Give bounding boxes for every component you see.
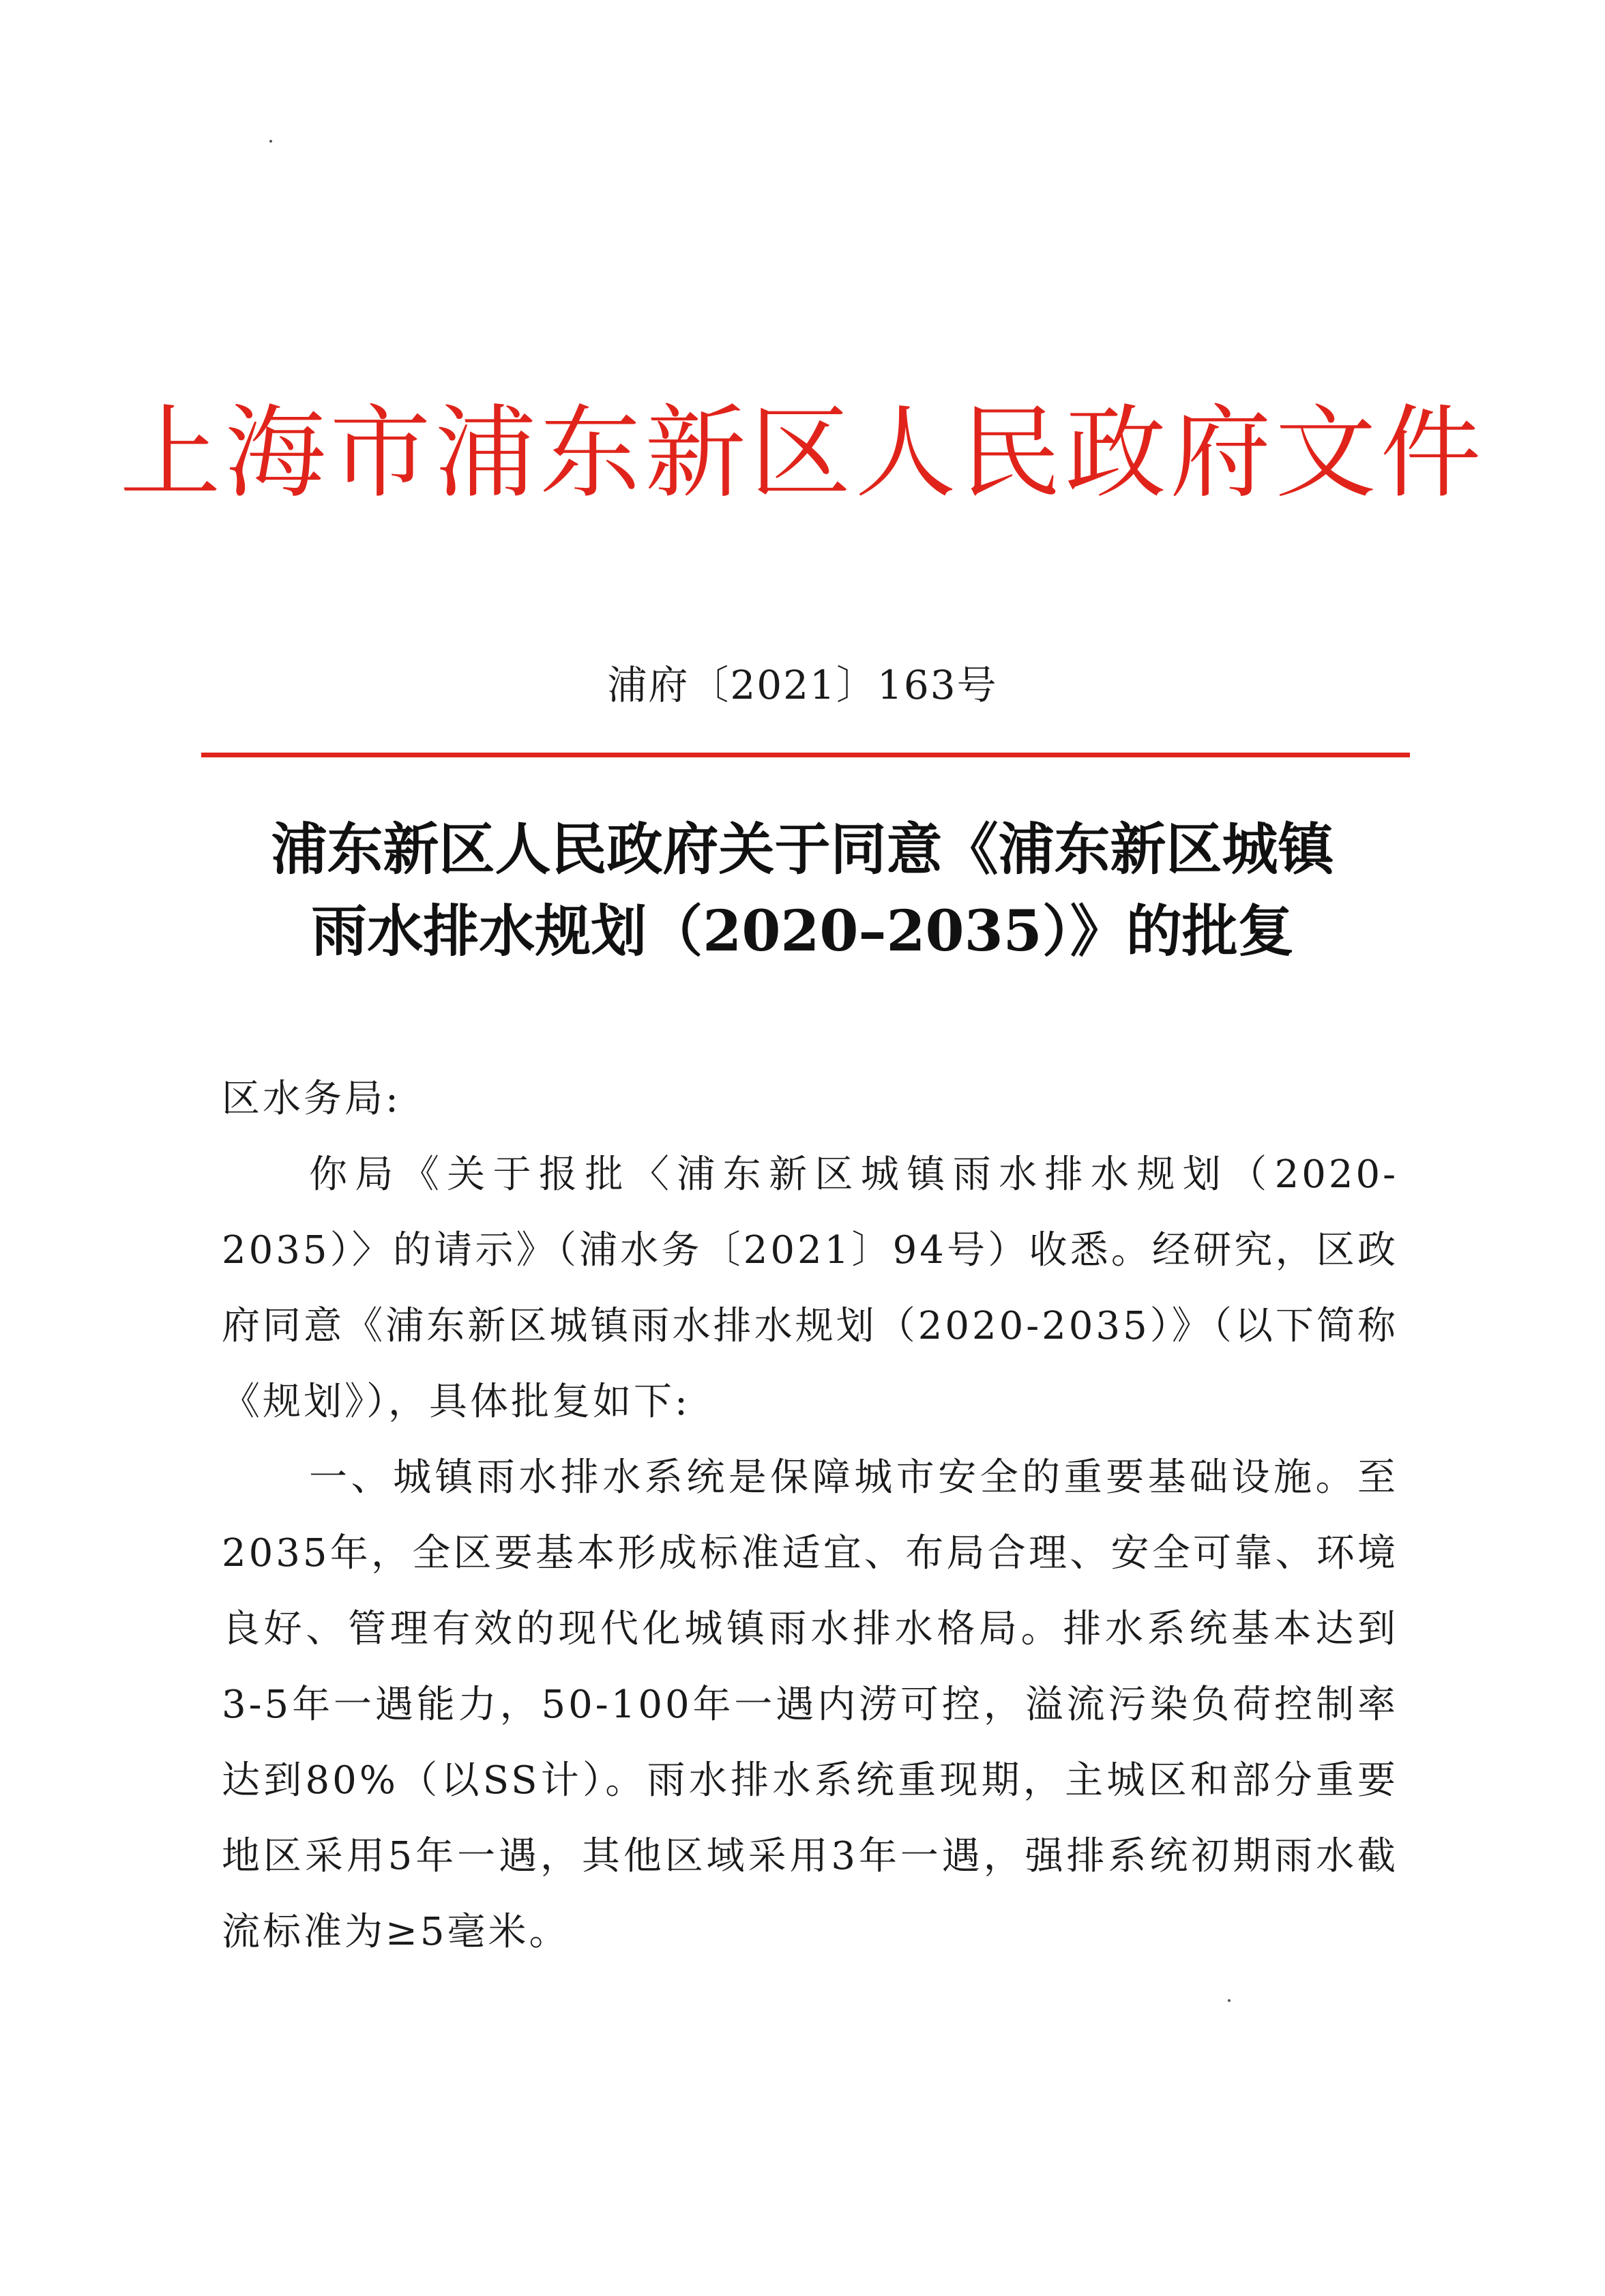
red-divider-line: [201, 753, 1410, 757]
document-header-title: 上海市浦东新区人民政府文件: [119, 394, 1486, 512]
scan-speck: [269, 140, 272, 143]
body-paragraph-1: 你局《关于报批〈浦东新区城镇雨水排水规划（2020-2035）〉的请示》（浦水务〔2021〕94号）收悉。经研究，区政府同意《浦东新区城镇雨水排水规划（2020-2035）》（以下简称《规划》），具体批复如下:: [222, 1152, 1398, 1424]
document-title: [0, 809, 1605, 972]
document-title-line-2: 雨水排水规划（2020–2035）》的批复: [311, 899, 1294, 964]
scan-speck: [1228, 1999, 1231, 2002]
body-paragraph-2: 一、城镇雨水排水系统是保障城市安全的重要基础设施。至2035年，全区要基本形成标准适宜、布局合理、安全可靠、环境良好、管理有效的现代化城镇雨水排水格局。排水系统基本达到3-5年一遇能力，50-100年一遇内涝可控，溢流污染负荷控制率达到80%（以SS计）。雨水排水系统重现期，主城区和部分重要地区采用5年一遇，其他区域采用3年一遇，强排系统初期雨水截流标准为≥5毫米。: [222, 1455, 1398, 1954]
document-title-line-1: 浦东新区人民政府关于同意《浦东新区城镇: [271, 817, 1334, 882]
document-body: [222, 1061, 1398, 1970]
addressee: 区水务局:: [222, 1077, 401, 1121]
document-number: 浦府〔2021〕163号: [607, 662, 998, 708]
